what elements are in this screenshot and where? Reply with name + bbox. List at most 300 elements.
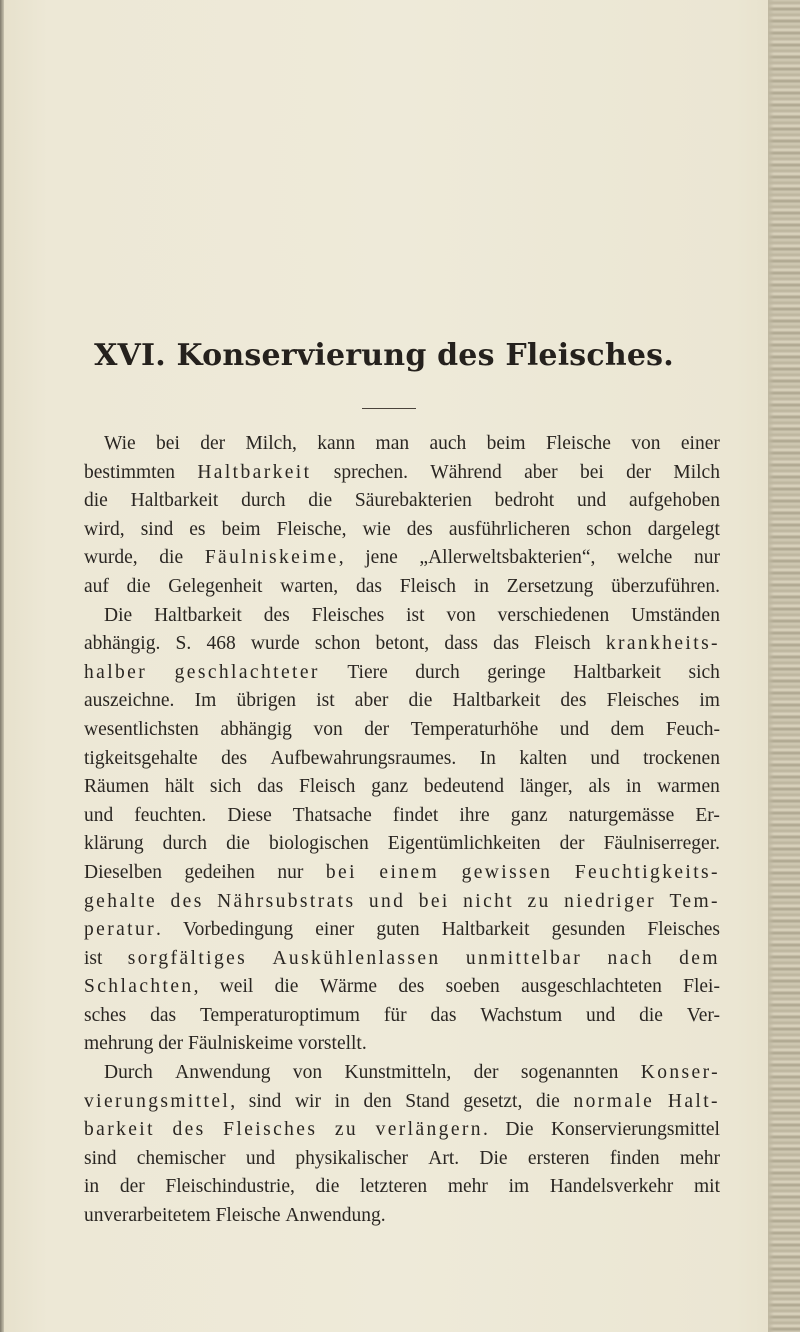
word-part: vorstellt.	[297, 1033, 367, 1055]
word	[344, 1059, 451, 1088]
word	[641, 1059, 720, 1088]
word-part: Anwendung	[175, 1062, 271, 1084]
word-part: schon	[314, 633, 361, 655]
word	[371, 773, 408, 802]
word-part: sind	[84, 1147, 117, 1169]
word	[384, 1002, 407, 1031]
word	[154, 602, 242, 631]
word	[226, 830, 250, 859]
word-part: mehr	[447, 1176, 488, 1198]
text-line	[84, 1202, 720, 1231]
word	[611, 573, 720, 602]
word-part: Haltbarkeit	[154, 604, 242, 626]
word-part: gesetzt,	[463, 1090, 523, 1112]
word-part: beim	[486, 433, 526, 454]
word	[586, 1002, 615, 1031]
text-line	[84, 802, 720, 831]
word	[388, 830, 541, 859]
chapter-heading: XVI. Konservierung des Fleisches.	[94, 338, 674, 373]
word	[84, 1002, 126, 1031]
word-part: einer	[680, 433, 720, 454]
word	[257, 773, 283, 802]
word	[335, 1088, 350, 1117]
word-part: die	[536, 1090, 560, 1112]
word	[459, 802, 489, 831]
word-part: die	[315, 1176, 340, 1198]
word-part: auch	[429, 433, 467, 454]
word	[355, 487, 472, 516]
word	[474, 573, 489, 602]
emphasized-word: nicht	[463, 890, 515, 912]
word-part: ist	[406, 604, 425, 626]
word-part: für	[383, 1004, 407, 1026]
word	[551, 1116, 720, 1145]
word-part: der	[200, 433, 226, 454]
word-part: Konservierungsmittel	[550, 1119, 720, 1141]
word-part: finden	[609, 1147, 660, 1169]
word	[409, 687, 433, 716]
word-part: sches	[84, 1004, 127, 1026]
word	[128, 945, 247, 974]
word	[120, 1173, 145, 1202]
word-part: ganz	[371, 776, 409, 798]
word	[577, 487, 606, 516]
word	[521, 1059, 618, 1088]
word-part: Gelegenheit	[168, 575, 263, 597]
word-part: mit	[693, 1176, 720, 1198]
emphasized-word: vierungsmittel	[84, 1090, 231, 1112]
word	[631, 430, 660, 459]
word	[223, 1116, 317, 1145]
word	[536, 1088, 560, 1117]
word	[363, 516, 391, 545]
page-gutter-left	[0, 0, 4, 1332]
word	[474, 1059, 499, 1088]
word-part: der	[119, 1176, 145, 1198]
word-part: .	[482, 1119, 488, 1141]
word	[84, 1088, 235, 1117]
word	[293, 1059, 322, 1088]
word	[249, 1088, 282, 1117]
text-line	[84, 573, 720, 602]
word-part: man	[375, 433, 410, 454]
text-line	[84, 630, 720, 659]
body-text	[84, 430, 720, 1231]
word	[84, 773, 149, 802]
word-part: In	[479, 747, 496, 769]
word	[687, 1002, 720, 1031]
word	[205, 544, 344, 573]
word	[369, 888, 405, 917]
word	[84, 459, 175, 488]
word-part: übrigen	[236, 690, 297, 712]
word	[430, 1002, 456, 1031]
word	[312, 602, 385, 631]
word-part: auf	[84, 575, 109, 597]
word-part: Handelsverkehr	[549, 1176, 674, 1198]
word-part: der	[559, 833, 585, 855]
word-part: Haltbarkeit	[452, 690, 541, 712]
word-part: von	[631, 433, 661, 454]
word	[277, 516, 347, 545]
word	[376, 916, 419, 945]
word-part: feuchten.	[134, 804, 207, 826]
word	[573, 659, 661, 688]
word	[172, 1116, 205, 1145]
emphasized-word: des	[170, 890, 204, 912]
word	[189, 516, 205, 545]
word-part: jene	[365, 547, 398, 569]
word-part: warten,	[280, 575, 339, 597]
word	[462, 859, 553, 888]
word	[519, 745, 567, 774]
word-part: von	[292, 1062, 323, 1084]
word	[428, 1145, 459, 1174]
word-part: des	[560, 690, 587, 712]
word	[376, 1116, 488, 1145]
word-part: Ver-	[686, 1004, 720, 1026]
word	[269, 830, 369, 859]
word	[222, 516, 261, 545]
word-part: dargelegt	[647, 518, 720, 540]
word-part: von	[313, 718, 343, 740]
word	[246, 1145, 275, 1174]
word	[84, 487, 108, 516]
word-part: ihre	[459, 804, 490, 826]
text-line	[84, 1030, 720, 1059]
word-part: Fäulniserreger.	[603, 833, 720, 855]
word	[447, 602, 476, 631]
word-part: chemischer	[136, 1147, 226, 1169]
word	[376, 430, 410, 459]
word	[507, 573, 594, 602]
word-part: Fleisches	[606, 690, 680, 712]
word	[449, 516, 570, 545]
text-line	[84, 773, 720, 802]
word-part: mehr	[679, 1147, 720, 1169]
word	[681, 430, 720, 459]
text-line	[84, 659, 720, 688]
word-part: und	[84, 804, 114, 826]
word-part: geringe	[487, 661, 546, 683]
emphasized-word: bei	[418, 890, 450, 912]
emphasized-word: gehalte	[84, 890, 158, 912]
word	[411, 716, 539, 745]
word	[227, 802, 271, 831]
word	[165, 773, 194, 802]
word-part: soeben	[445, 976, 500, 998]
word	[546, 430, 611, 459]
word	[689, 659, 720, 688]
word-part: dem	[610, 718, 645, 740]
word	[347, 659, 387, 688]
word-part: des	[221, 747, 248, 769]
word-part: den	[363, 1090, 392, 1112]
word-part: ,	[338, 547, 344, 569]
word-part: ist	[84, 947, 103, 969]
word-part: des	[398, 976, 425, 998]
word	[480, 1002, 562, 1031]
word	[104, 602, 132, 631]
text-line	[84, 888, 720, 917]
word	[275, 973, 299, 1002]
word-part: Zersetzung	[506, 575, 594, 597]
word	[84, 630, 160, 659]
emphasized-word: Haltbarkeit	[197, 461, 312, 483]
word	[316, 687, 334, 716]
word-part: sind	[140, 518, 174, 540]
word-part: das	[150, 1004, 177, 1026]
word-part: durch	[162, 833, 208, 855]
word-part: in	[473, 575, 489, 597]
emphasized-word: bei	[325, 861, 357, 883]
text-line	[84, 859, 720, 888]
text-line	[84, 1173, 720, 1202]
word	[134, 802, 206, 831]
word	[84, 973, 198, 1002]
emphasized-word: gewissen	[461, 861, 553, 883]
text-line	[84, 745, 720, 774]
word	[271, 745, 457, 774]
word-part: S.	[175, 633, 192, 655]
word-part: naturgemässe	[568, 804, 675, 826]
word	[217, 888, 355, 917]
text-line	[84, 1002, 720, 1031]
word	[285, 1202, 385, 1231]
word	[606, 630, 720, 659]
word	[509, 1173, 530, 1202]
word-part: Während	[430, 461, 502, 483]
word	[277, 859, 303, 888]
word-part: sogenannten	[520, 1062, 619, 1084]
word-part: Vorbedingung	[183, 919, 294, 941]
word	[444, 630, 478, 659]
word-part: des	[263, 604, 290, 626]
word-part: physikalischer	[295, 1147, 408, 1169]
text-line	[84, 716, 720, 745]
word-part: Stand	[405, 1090, 450, 1112]
word	[376, 630, 430, 659]
word-part: Fäulniskeime	[187, 1033, 294, 1055]
word-part: Die	[104, 604, 133, 626]
word-part: betont,	[375, 633, 430, 655]
word	[315, 630, 361, 659]
emphasized-word: dem	[679, 947, 720, 969]
word-part: biologischen	[269, 833, 369, 855]
word	[364, 716, 389, 745]
word	[463, 888, 514, 917]
word-part: Er-	[695, 804, 720, 826]
word-part: gedeihen	[184, 861, 255, 883]
word	[586, 516, 632, 545]
word	[175, 659, 320, 688]
text-line	[84, 830, 720, 859]
word-part: Die	[479, 1147, 508, 1169]
word-part: .	[156, 919, 161, 941]
word	[84, 859, 162, 888]
word	[298, 1030, 367, 1059]
emphasized-word: sorgfältiges	[127, 947, 248, 969]
word	[487, 430, 526, 459]
word	[669, 888, 719, 917]
word	[84, 659, 147, 688]
word	[272, 945, 440, 974]
emphasized-word: unmittelbar	[465, 947, 583, 969]
word-part: ausführlicheren	[448, 518, 571, 540]
word-part: wird,	[84, 518, 125, 540]
word-part: als	[588, 776, 611, 798]
word	[251, 630, 300, 659]
word	[264, 602, 290, 631]
text-line	[84, 516, 720, 545]
word	[315, 916, 354, 945]
word-part: im	[699, 690, 720, 712]
emphasized-word: peratur	[84, 919, 157, 941]
word	[419, 544, 595, 573]
word	[84, 745, 198, 774]
word	[127, 573, 151, 602]
word	[280, 573, 338, 602]
word	[419, 888, 450, 917]
word	[493, 630, 519, 659]
word	[575, 859, 720, 888]
word	[521, 973, 662, 1002]
word-part: beim	[221, 518, 261, 540]
emphasized-word: barkeit	[84, 1119, 155, 1141]
word	[430, 459, 501, 488]
word-part: Fleisch	[534, 633, 591, 655]
word-part: durch	[241, 490, 286, 512]
word	[694, 1173, 720, 1202]
emphasized-word: Feuchtigkeits-	[574, 861, 720, 883]
word	[188, 1030, 293, 1059]
word-part: das	[257, 776, 284, 798]
word	[150, 1002, 176, 1031]
word-part: überzuführen.	[611, 575, 720, 597]
word	[405, 1088, 449, 1117]
word	[528, 1145, 590, 1174]
word-part: dass	[444, 633, 478, 655]
word-part: sich	[209, 776, 242, 798]
word	[308, 487, 332, 516]
word-part: Haltbarkeit	[130, 490, 219, 512]
word	[679, 945, 720, 974]
word	[442, 916, 530, 945]
word	[590, 745, 619, 774]
word	[84, 1030, 153, 1059]
word-part: Im	[194, 690, 217, 712]
word	[617, 544, 672, 573]
word-part: Fleisch	[299, 776, 356, 798]
word-part: Durch	[104, 1062, 153, 1084]
text-line	[84, 916, 720, 945]
word-part: sprechen.	[333, 461, 408, 483]
word	[573, 1088, 654, 1117]
word-part: Eigentümlichkeiten	[387, 833, 541, 855]
word-part: verschiedenen	[497, 604, 610, 626]
word-part: bedeutend	[423, 776, 505, 798]
word	[524, 459, 558, 488]
word-part: schon	[586, 518, 632, 540]
word	[317, 430, 355, 459]
word-part: kann	[317, 433, 356, 454]
word-part: Haltbarkeit	[441, 919, 530, 941]
word-part: ersteren	[527, 1147, 590, 1169]
emphasized-word: des	[172, 1119, 206, 1141]
word	[479, 1145, 507, 1174]
word	[216, 1202, 281, 1231]
word-part: und	[590, 747, 620, 769]
word-part: ausgeschlachteten	[521, 976, 662, 998]
word	[589, 773, 611, 802]
word	[406, 602, 424, 631]
word-part: Anwendung.	[285, 1205, 386, 1227]
word-part: bei	[579, 461, 604, 483]
word	[604, 830, 720, 859]
word-part: Umständen	[631, 604, 720, 626]
emphasized-word: halber	[84, 661, 148, 683]
word-part: abhängig.	[84, 633, 161, 655]
word	[356, 573, 382, 602]
emphasized-word: Nährsubstrats	[217, 890, 356, 912]
word-part: trockenen	[643, 747, 720, 769]
word-part: weil	[219, 976, 254, 998]
word-part: von	[446, 604, 476, 626]
word	[176, 630, 192, 659]
word-part: findet	[392, 804, 439, 826]
word-part: aufgehoben	[629, 490, 720, 512]
word-part: im	[508, 1176, 530, 1198]
word-part: die	[126, 575, 151, 597]
emphasized-word: Schlachten	[84, 976, 194, 998]
word	[326, 859, 357, 888]
word	[487, 659, 545, 688]
word	[141, 516, 174, 545]
word-part: Temperaturoptimum	[199, 1004, 360, 1026]
word-part: die	[159, 547, 184, 569]
word-part: Kunstmitteln,	[344, 1062, 452, 1084]
word-part: in	[334, 1090, 350, 1112]
word-part: wir	[294, 1090, 321, 1112]
word-part: wurde	[250, 633, 300, 655]
word	[400, 573, 456, 602]
word-part: einer	[315, 919, 355, 941]
word-part: mehrung	[84, 1033, 154, 1055]
text-line	[84, 945, 720, 974]
word	[84, 1202, 211, 1231]
word	[313, 716, 342, 745]
word	[453, 687, 541, 716]
word	[647, 916, 720, 945]
word	[137, 1145, 226, 1174]
word	[505, 1116, 533, 1145]
word	[158, 1030, 183, 1059]
emphasized-word: nach	[607, 947, 654, 969]
word-part: gesunden	[551, 919, 626, 941]
word-part: warmen	[657, 776, 720, 798]
word-part: Wie	[104, 433, 136, 454]
word-part: aber	[524, 461, 558, 483]
emphasized-word: niedriger	[564, 890, 657, 912]
word-part: aber	[354, 690, 389, 712]
word	[293, 802, 372, 831]
word-part: des	[406, 518, 433, 540]
word	[498, 602, 610, 631]
word	[699, 687, 720, 716]
word	[534, 630, 590, 659]
word	[626, 459, 651, 488]
word	[448, 1173, 488, 1202]
